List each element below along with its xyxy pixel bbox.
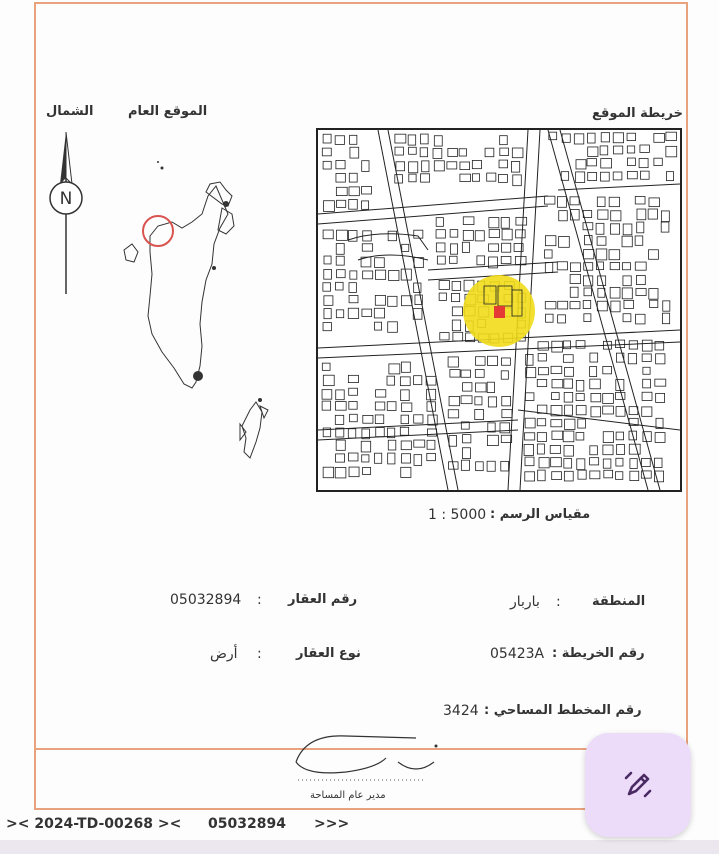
north-arrow-icon — [46, 128, 90, 298]
country-outline-map — [110, 156, 290, 476]
plot-marker — [494, 306, 505, 318]
general-location-title: الموقع العام — [128, 104, 208, 119]
property-number-value: 05032894 — [170, 592, 242, 608]
edit-pen-icon — [621, 768, 655, 802]
scale-label: مقياس الرسم : — [490, 507, 591, 522]
survey-plan-label: رقم المخطط المساحي : — [484, 703, 642, 718]
locator-circle — [143, 216, 173, 246]
map-number-value: 05423A — [490, 646, 545, 662]
bottom-strip — [0, 840, 719, 854]
region-value: باربار — [510, 594, 540, 610]
map-number-label: رقم الخريطة : — [552, 646, 645, 661]
reference-code: >< 2024-TD-00268 >< — [6, 816, 182, 832]
plot-highlight — [318, 130, 680, 490]
north-letter: N — [59, 189, 73, 209]
north-title: الشمال — [46, 104, 94, 119]
region-label: المنطقة — [592, 594, 646, 609]
signature-drawing — [286, 732, 446, 788]
site-map-title: خريطة الموقع — [592, 106, 684, 121]
property-type-label: نوع العقار — [296, 646, 361, 661]
region-sep: : — [556, 594, 561, 610]
survey-plan-value: 3424 — [443, 703, 479, 719]
property-number-sep: : — [257, 592, 262, 608]
reference-number: 05032894 — [208, 816, 286, 832]
scale-value: 1 : 5000 — [428, 507, 487, 523]
property-type-sep: : — [257, 646, 262, 662]
property-number-label: رقم العقار — [288, 592, 358, 607]
signature-title: مدير عام المساحة — [310, 790, 386, 801]
edit-fab-button[interactable] — [585, 733, 691, 837]
site-map — [316, 128, 682, 492]
property-type-value: أرض — [210, 646, 238, 662]
reference-arrows: >>> — [314, 816, 350, 832]
